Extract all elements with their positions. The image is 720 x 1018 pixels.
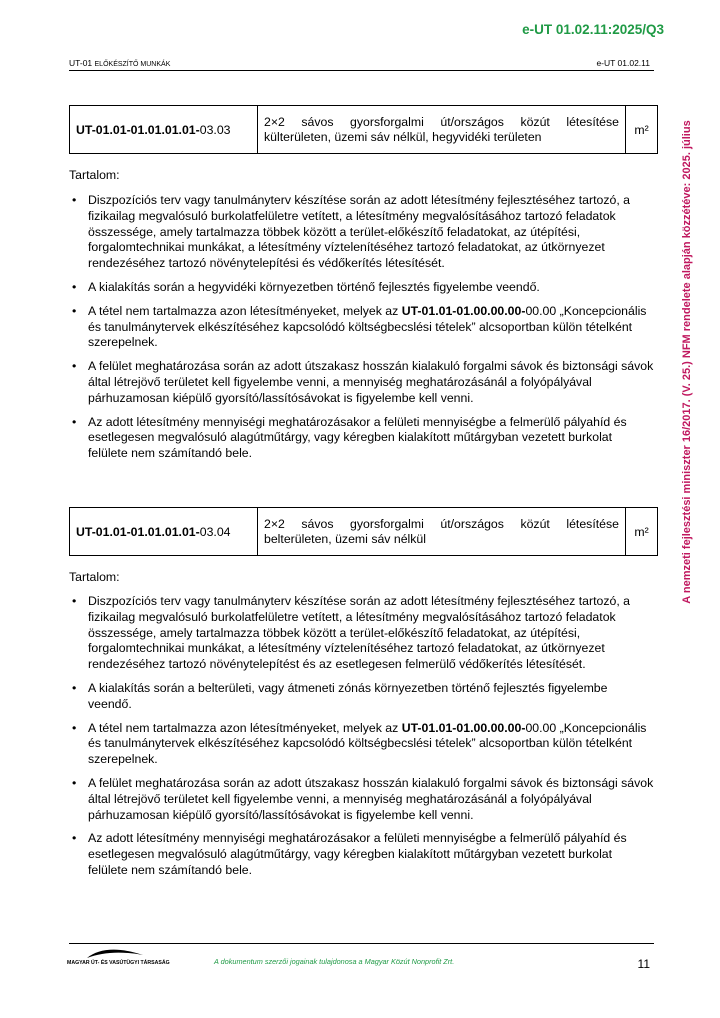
list-item-text: A kialakítás során a belterületi, vagy átmeneti zónás környezetben történő fejlesztés figyelembe veendő.: [88, 680, 608, 711]
item-description: 2×2 sávos gyorsforgalmi út/országos közút létesítése külterületen, üzemi sáv nélkül, hegyvidéki területen: [258, 106, 626, 154]
content-bullet-list: [69, 193, 654, 470]
bullet-icon: •: [72, 680, 77, 695]
item-code: [70, 508, 258, 556]
list-item: [69, 721, 654, 768]
side-note-text: A nemzeti fejlesztési miniszter 16/2017. (V. 25.) NFM rendelete alapján közzétéve: 2025. július: [681, 120, 693, 604]
item-code-suffix: 03.04: [199, 524, 231, 539]
running-header-code: e-UT 01.02.11: [596, 58, 650, 68]
list-item: [69, 594, 654, 673]
side-publication-note: [675, 97, 699, 627]
list-item: [69, 776, 654, 823]
header-divider: [69, 70, 654, 71]
bullet-icon: •: [72, 414, 77, 429]
list-item-code: UT-01.01-01.00.00.00-: [401, 303, 526, 318]
copyright-note: A dokumentum szerzői jogainak tulajdonosa a Magyar Közút Nonprofit Zrt.: [214, 957, 455, 966]
bullet-icon: •: [72, 279, 77, 294]
list-item-text: Diszpozíciós terv vagy tanulmányterv készítése során az adott létesítmény fejlesztéséhez tartozó, a fizikailag megvalósuló burkolatfelületre vetített, a létesítmény megvalósításához tartozó feladatok összessége, amely tartalmazza többek között a terület-előkészítő feladatokat, az útépítési, forgalomtechnikai munkákat, a létesítmény víztelenítéséhez tartozó feladatokat, az útkörnyezet rendezéséhez tartozó növénytelepítést és az esetlegesen felmerülő védőkerítés létesítését.: [88, 594, 630, 672]
list-item-text-pre: A tétel nem tartalmazza azon létesítményeket, melyek az: [88, 720, 402, 735]
list-item: [69, 831, 654, 878]
list-item: [69, 359, 654, 406]
running-header-section: ELŐKÉSZÍTŐ MUNKÁK: [94, 61, 171, 68]
list-item: [69, 304, 654, 351]
list-item: [69, 193, 654, 272]
bullet-icon: •: [72, 775, 77, 790]
publisher-logo: [67, 948, 170, 970]
content-bullet-list: [69, 594, 654, 887]
bullet-icon: •: [72, 594, 77, 608]
list-item-text-pre: A tétel nem tartalmazza azon létesítményeket, melyek az: [88, 303, 402, 318]
bullet-icon: •: [72, 720, 77, 735]
list-item: [69, 681, 654, 713]
item-description: 2×2 sávos gyorsforgalmi út/országos közút létesítése belterületen, üzemi sáv nélkül: [258, 508, 626, 556]
list-item-text: A felület meghatározása során az adott útszakasz hosszán kialakuló forgalmi sávok és biztonsági sávok által létrejövő területet kell figyelembe venni, a mennyiség meghatározásánál a folyópályával párhuzamosan kiépülő gyorsító/lassítósávokat is figyelembe kell venni.: [88, 775, 654, 822]
item-code-bold: UT-01.01-01.01.01.01-: [76, 524, 200, 539]
item-unit: m²: [626, 106, 658, 154]
list-item-code: UT-01.01-01.00.00.00-: [401, 720, 526, 735]
list-item-text-post: 00.00 „Koncepcionális és tanulmánytervek elkészítéséhez kapcsolódó költségbecslési tételek” alcsoportban külön tételként szerepelnek.: [88, 720, 647, 767]
item-unit: m²: [626, 508, 658, 556]
content-label: Tartalom:: [69, 570, 120, 584]
item-table-2: [69, 507, 658, 556]
list-item-text: A kialakítás során a hegyvidéki környezetben történő fejlesztés figyelembe veendő.: [88, 279, 540, 294]
list-item-text: Az adott létesítmény mennyiségi meghatározásakor a felületi mennyiségbe a felmerülő pályahíd és esetlegesen megvalósuló alagútműtárgy, vagy kéregben kialakított műtárgyban vezetett burkolat felülete nem számítandó bele.: [88, 414, 627, 461]
footer-divider: [69, 943, 654, 944]
list-item-text: A felület meghatározása során az adott útszakasz hosszán kialakuló forgalmi sávok és biztonsági sávok által létrejövő területet kell figyelembe venni, a mennyiség meghatározásánál a folyópályával párhuzamosan kiépülő gyorsító/lassítósávokat is figyelembe kell venni.: [88, 359, 654, 405]
bullet-icon: •: [72, 831, 77, 846]
content-label: Tartalom:: [69, 168, 120, 182]
logo-text: MAGYAR ÚT- ÉS VASÚTÜGYI TÁRSASÁG: [67, 960, 170, 966]
bullet-icon: •: [72, 359, 77, 374]
list-item-text: Diszpozíciós terv vagy tanulmányterv készítése során az adott létesítmény fejlesztéséhez tartozó, a fizikailag megvalósuló burkolatfelületre vetített, a létesítmény megvalósításához tartozó feladatok összessége, amely tartalmazza többek között a terület-előkészítő feladatokat, az útépítési, forgalomtechnikai munkákat, a létesítmény víztelenítéséhez tartozó feladatokat, az útkörnyezet rendezéséhez tartozó növénytelepítési és védőkerítés létesítését.: [88, 193, 630, 271]
bullet-icon: •: [72, 193, 77, 207]
item-code: [70, 106, 258, 154]
running-header-title: [69, 58, 170, 68]
bullet-icon: •: [72, 303, 77, 318]
list-item: [69, 415, 654, 462]
logo-swoosh-icon: [85, 948, 145, 960]
running-header-prefix: UT-01: [69, 58, 95, 68]
page-number: 11: [637, 957, 650, 971]
item-code-suffix: 03.03: [199, 122, 231, 137]
list-item: [69, 280, 654, 296]
list-item-text: Az adott létesítmény mennyiségi meghatározásakor a felületi mennyiségbe a felmerülő pályahíd és esetlegesen megvalósuló alagútműtárgy, vagy kéregben kialakított műtárgyban vezetett burkolat felülete nem számítandó bele.: [88, 831, 627, 877]
list-item-text-post: 00.00 „Koncepcionális és tanulmánytervek elkészítéséhez kapcsolódó költségbecslési tételek” alcsoportban külön tételként szerepelnek.: [88, 303, 647, 350]
item-code-bold: UT-01.01-01.01.01.01-: [76, 122, 200, 137]
item-table-1: [69, 105, 658, 154]
document-code: e-UT 01.02.11:2025/Q3: [522, 22, 664, 37]
